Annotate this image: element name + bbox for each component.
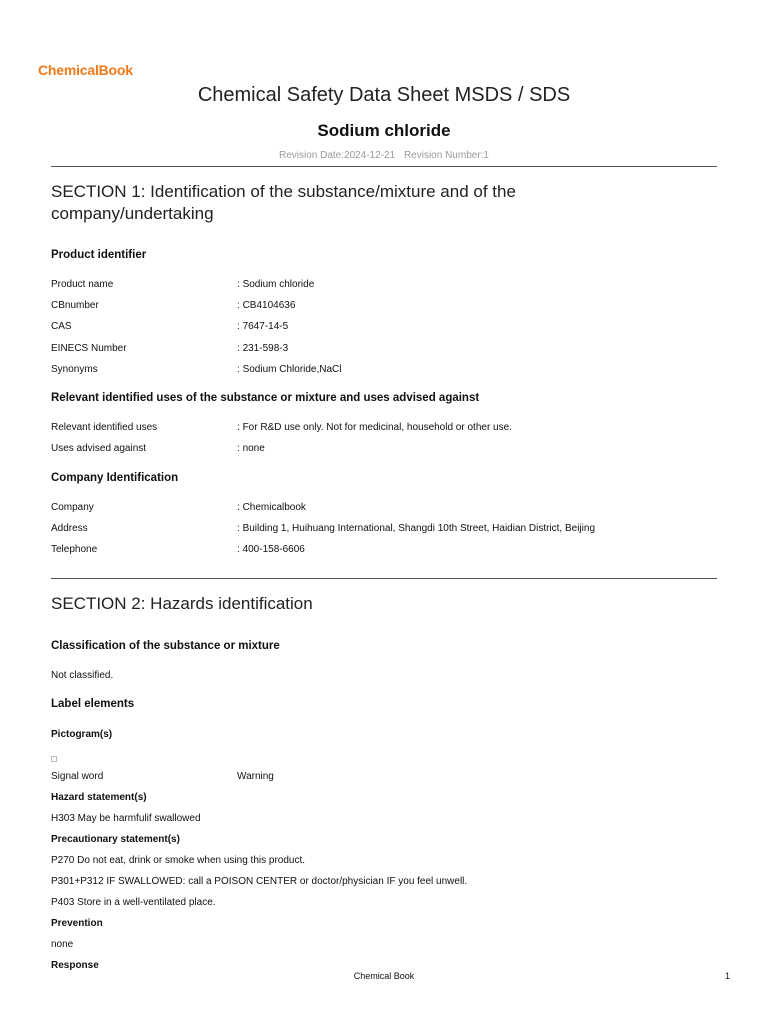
product-title: Sodium chloride xyxy=(317,121,451,140)
prevention-text: none xyxy=(51,939,74,950)
row-key: Relevant identified uses xyxy=(51,422,158,433)
brand-logo: ChemicalBook xyxy=(38,62,133,78)
row-value: : 400-158-6606 xyxy=(237,544,305,555)
prevention-heading: Prevention xyxy=(51,918,103,929)
row-value: : Chemicalbook xyxy=(237,502,306,513)
row-value: : Sodium chloride xyxy=(237,279,314,290)
row-key: Synonyms xyxy=(51,364,98,375)
row-value: : For R&D use only. Not for medicinal, household or other use. xyxy=(237,422,512,433)
document-title: Chemical Safety Data Sheet MSDS / SDS xyxy=(197,84,571,106)
footer-label: Chemical Book xyxy=(353,971,415,981)
pictogram-placeholder-icon xyxy=(51,756,57,762)
revision-date: Revision Date:2024-12-21 xyxy=(278,150,396,161)
classification-text: Not classified. xyxy=(51,670,114,681)
row-key: EINECS Number xyxy=(51,343,127,354)
row-value: : 7647-14-5 xyxy=(237,321,288,332)
product-identifier-heading: Product identifier xyxy=(51,249,147,261)
row-value: : 231-598-3 xyxy=(237,343,288,354)
hazard-statements-heading: Hazard statement(s) xyxy=(51,792,147,803)
company-identification-heading: Company Identification xyxy=(51,472,179,484)
precautionary-statement: P403 Store in a well-ventilated place. xyxy=(51,897,216,908)
uses-heading: Relevant identified uses of the substance or mixture and uses advised against xyxy=(51,392,480,404)
row-key: Signal word xyxy=(51,771,104,782)
classification-heading: Classification of the substance or mixture xyxy=(51,640,280,652)
revision-number: Revision Number:1 xyxy=(403,150,489,161)
row-value: : Building 1, Huihuang International, Shangdi 10th Street, Haidian District, Beijing xyxy=(237,523,595,534)
hazard-statement: H303 May be harmfulif swallowed xyxy=(51,813,201,824)
section-2-title: SECTION 2: Hazards identification xyxy=(51,594,313,613)
divider xyxy=(51,578,717,579)
page-number: 1 xyxy=(725,971,731,981)
precautionary-statement: P301+P312 IF SWALLOWED: call a POISON CENTER or doctor/physician IF you feel unwell. xyxy=(51,876,468,887)
row-key: CBnumber xyxy=(51,300,99,311)
pictogram-heading: Pictogram(s) xyxy=(51,729,113,740)
section-1-title: SECTION 1: Identification of the substance/mixture and of the company/undertaking xyxy=(51,182,516,223)
precautionary-statements-heading: Precautionary statement(s) xyxy=(51,834,180,845)
row-key: Uses advised against xyxy=(51,443,147,454)
precautionary-statement: P270 Do not eat, drink or smoke when using this product. xyxy=(51,855,306,866)
response-heading: Response xyxy=(51,960,99,971)
row-key: Company xyxy=(51,502,94,513)
row-value: : Sodium Chloride,NaCl xyxy=(237,364,342,375)
divider xyxy=(51,166,717,167)
row-key: Product name xyxy=(51,279,114,290)
row-key: CAS xyxy=(51,321,72,332)
revision-info xyxy=(0,150,768,161)
row-key: Address xyxy=(51,523,88,534)
row-value: : CB4104636 xyxy=(237,300,295,311)
row-value: Warning xyxy=(237,771,274,782)
label-elements-heading: Label elements xyxy=(51,698,135,710)
row-key: Telephone xyxy=(51,544,98,555)
row-value: : none xyxy=(237,443,265,454)
